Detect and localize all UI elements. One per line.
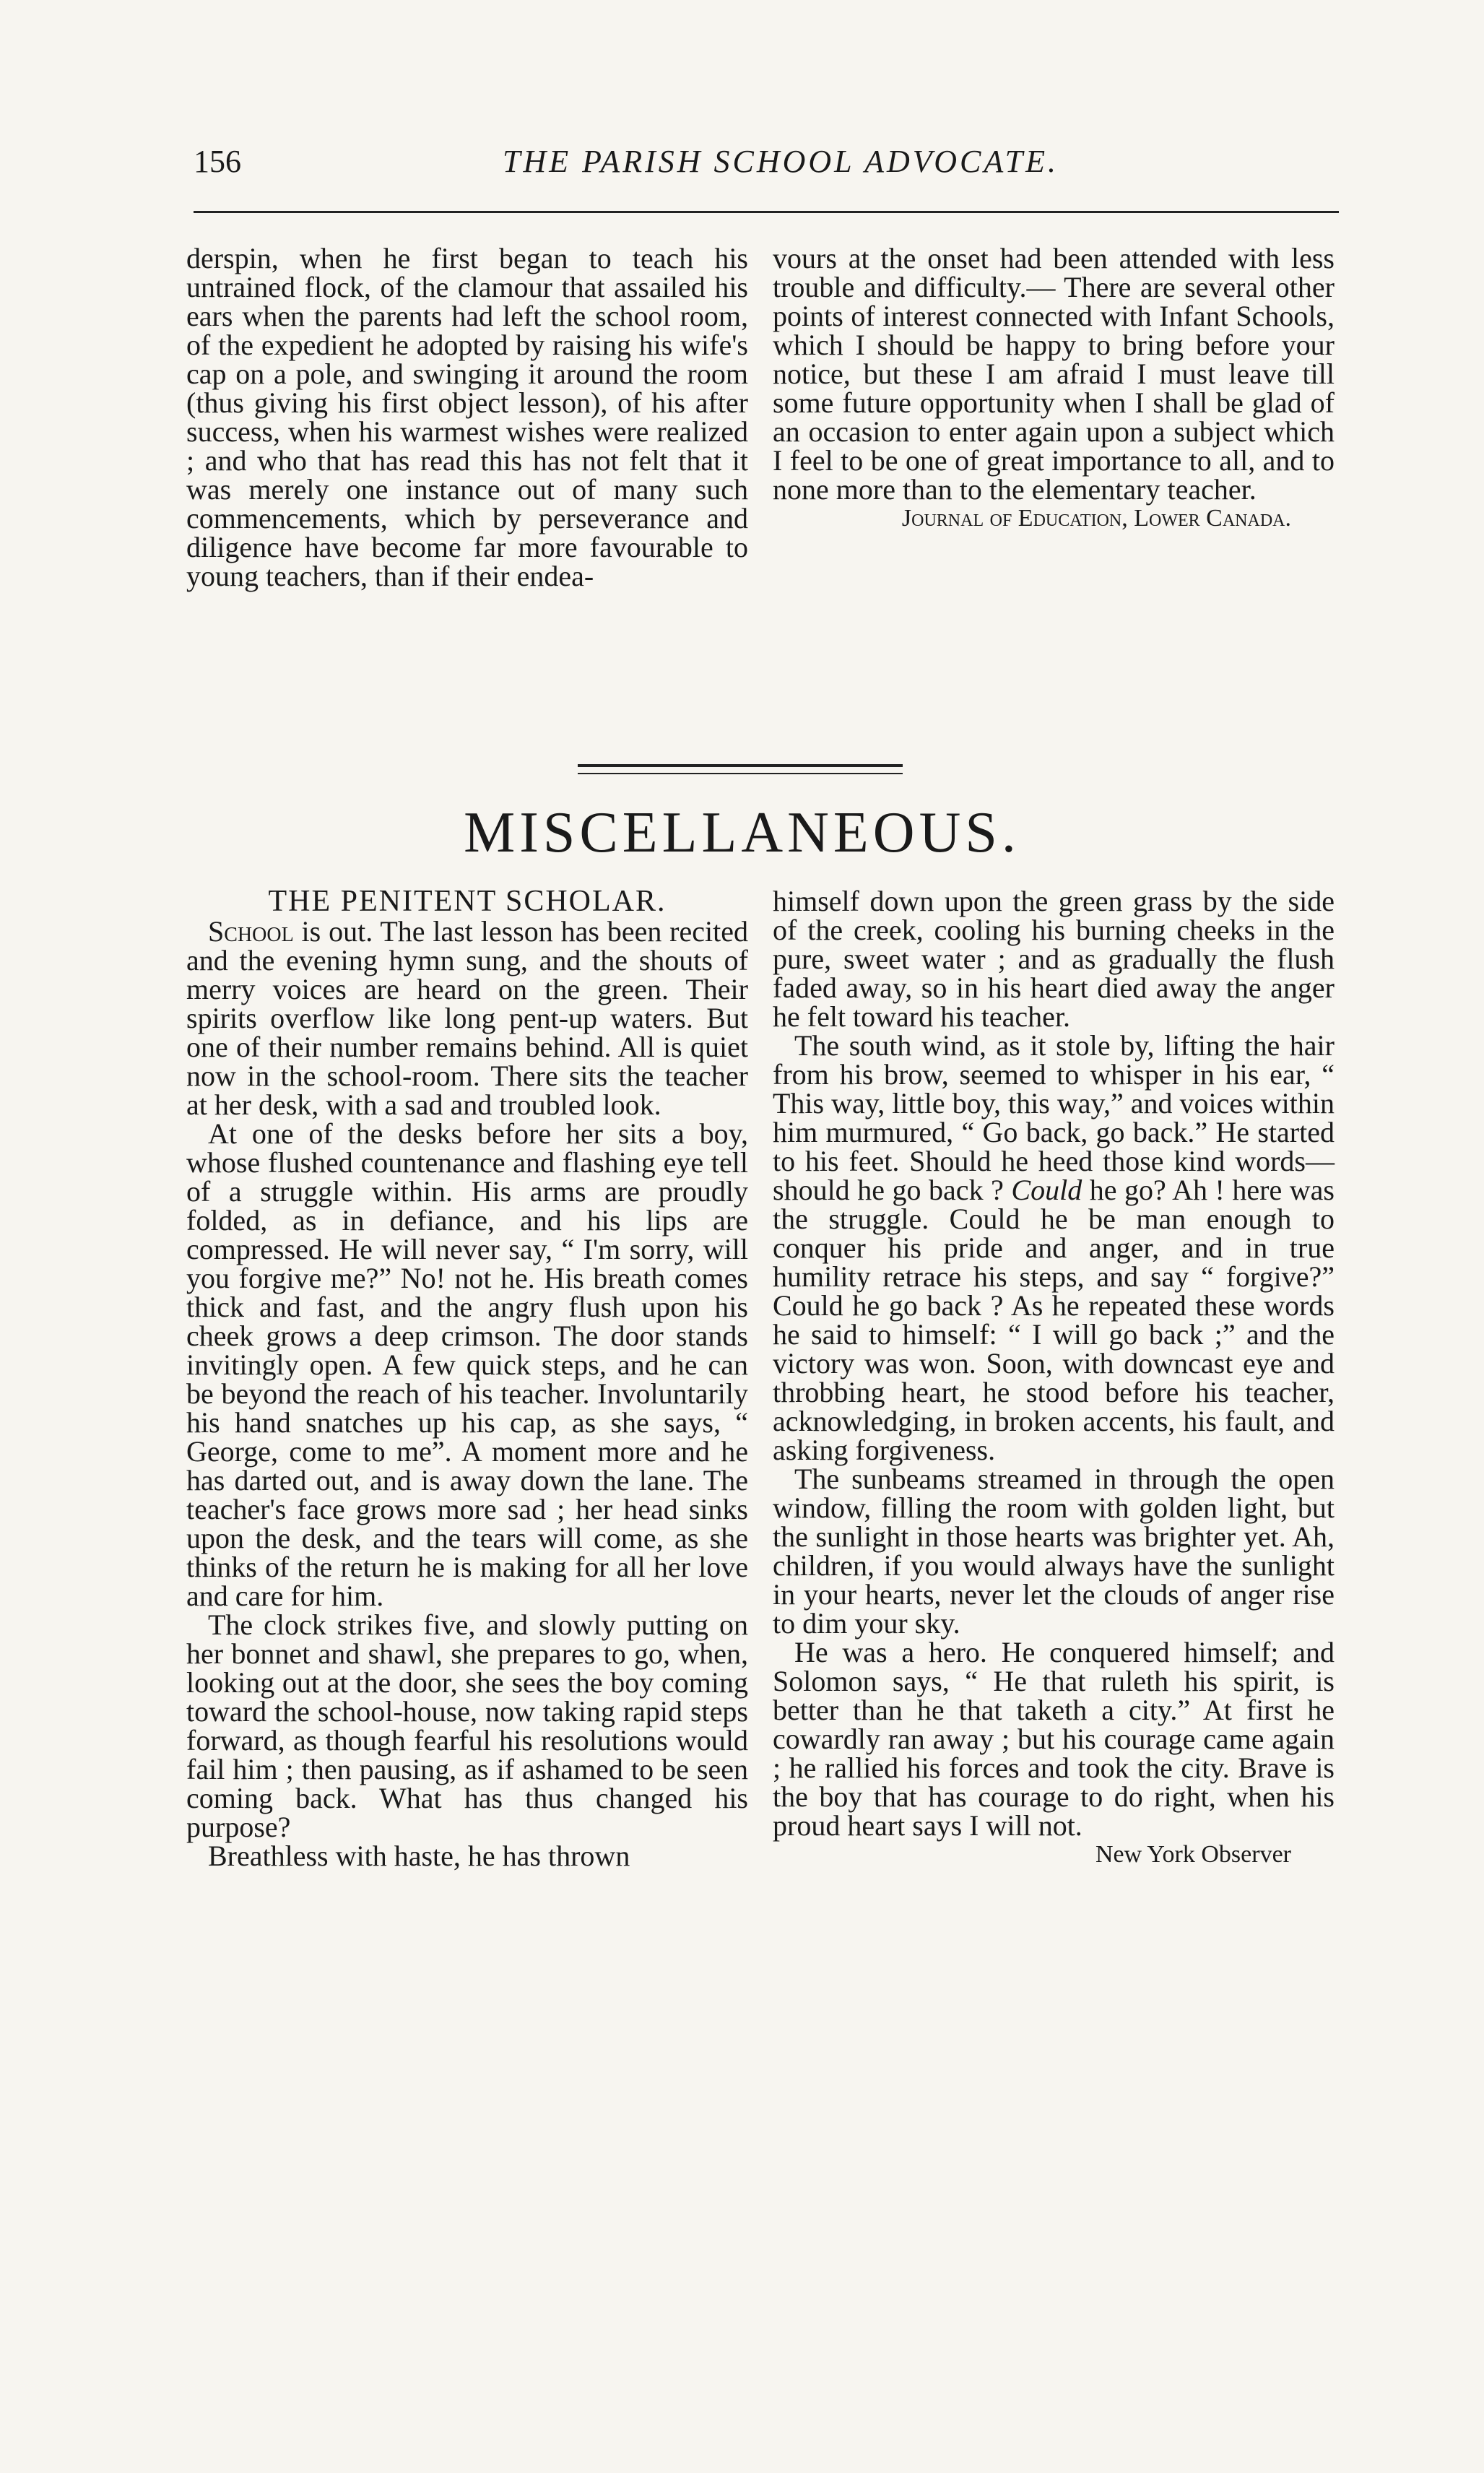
article-paragraph: Breathless with haste, he has thrown xyxy=(208,1840,630,1872)
bottom-article-left-column xyxy=(186,887,748,1871)
header-rule xyxy=(194,211,1339,213)
top-article-left-column xyxy=(186,244,748,591)
article-paragraph: The sunbeams streamed in through the open window, filling the room with golden light, but the sunlight in those hearts was brighter yet. Ah, children, if you would always have the sunlight in your hearts, never let the clouds of anger rise to dim your sky. xyxy=(773,1463,1335,1640)
article-paragraph-text: The south wind, as it stole by, lifting the hair from his brow, seemed to whisper in his ear, “ This way, little boy, this way,” and voices within him murmured, “ Go back, go back.” He started to his feet. Should he heed those kind words—should he go back ? xyxy=(773,1029,1335,1206)
top-article-right-text: vours at the onset had been attended with less trouble and difficulty.— There are several other points of interest connected with Infant Schools, which I should be happy to bring before your notice, but these I am afraid I must leave till some future opportunity when I shall be glad of an occasion to enter again upon a subject which I feel to be one of great importance to all, and to none more than to the elementary teacher. xyxy=(773,242,1335,506)
section-divider-thick xyxy=(578,764,903,767)
page-header xyxy=(194,143,1339,186)
section-divider-thin xyxy=(578,773,903,774)
article-paragraph: At one of the desks before her sits a boy, whose flushed countenance and flashing eye tell of a struggle within. His arms are proudly folded, as in defiance, and his lips are compressed. He will never say, “ I'm sorry, will you forgive me?” No! not he. His breath comes thick and fast, and the angry flush upon his cheek grows a deep crimson. The door stands invitingly open. A few quick steps, and he can be beyond the reach of his teacher. Involuntarily his hand snatches up his cap, as she says, “ George, come to me”. A moment more and he has darted out, and is away down the lane. The teacher's face grows more sad ; her head sinks upon the desk, and the tears will come, as she thinks of the return he is making for all her love and care for him. xyxy=(186,1117,748,1612)
bottom-article-source: New York Observer xyxy=(1095,1841,1291,1868)
top-article-right-column xyxy=(773,244,1335,533)
article-paragraph-text: is out. The last lesson has been recited and the evening hymn sung, and the shouts of merry voices are heard on the green. Their spirits overflow like long pent-up waters. But one of their number remains behind. All is quiet now in the school-room. There sits the teacher at her desk, with a sad and troubled look. xyxy=(186,915,748,1121)
section-title: MISCELLANEOUS. xyxy=(464,801,1020,865)
article-paragraph-text: he go? Ah ! here was the struggle. Could he be man enough to conquer his pride and anger, and in true humility retrace his steps, and say “ forgive?” Could he go back ? As he repeated these words he said to himself: “ I will go back ;” and the victory was won. Soon, with downcast eye and throbbing heart, he stood before his teacher, acknowledging, in broken accents, his fault, and asking forgiveness. xyxy=(773,1174,1335,1466)
article-paragraph: The clock strikes five, and slowly putting on her bonnet and shawl, she prepares to go, when, looking out at the door, she sees the boy coming toward the school-house, now taking rapid steps forward, as though fearful his resolutions would fail him ; then pausing, as if ashamed to be seen coming back. What has thus changed his purpose? xyxy=(186,1608,748,1843)
top-article-source: Journal of Education, Lower Canada. xyxy=(901,505,1291,532)
article-paragraph xyxy=(773,1031,1335,1465)
article-paragraph: himself down upon the green grass by the side of the creek, cooling his burning cheeks in the pure, sweet water ; and as gradually the flush faded away, so in his heart died away the anger he felt toward his teacher. xyxy=(773,885,1335,1033)
emphasized-word: Could xyxy=(1011,1174,1082,1206)
bottom-article-right-column xyxy=(773,887,1335,1869)
article-first-word: School xyxy=(208,915,294,948)
article-paragraph xyxy=(186,917,748,1119)
article-title: THE PENITENT SCHOLAR. xyxy=(268,885,667,918)
page-number: 156 xyxy=(194,144,241,179)
top-article-left-text: derspin, when he first began to teach his untrained flock, of the clamour that assailed his ears when the parents had left the school room, of the expedient he adopted by raising his wife's cap on a pole, and swinging it around the room (thus giving his first object lesson), of his after success, when his warmest wishes were realized ; and who that has read this has not felt that it was merely one instance out of many such commencements, which by perseverance and diligence have become far more favourable to young teachers, than if their endea- xyxy=(186,242,748,592)
running-title: THE PARISH SCHOOL ADVOCATE. xyxy=(503,144,1059,179)
article-paragraph: He was a hero. He conquered himself; and Solomon says, “ He that ruleth his spirit, is better than he that taketh a city.” At first he cowardly ran away ; but his courage came again ; he rallied his forces and took the city. Brave is the boy that has courage to do right, when his proud heart says I will not. xyxy=(773,1636,1335,1842)
